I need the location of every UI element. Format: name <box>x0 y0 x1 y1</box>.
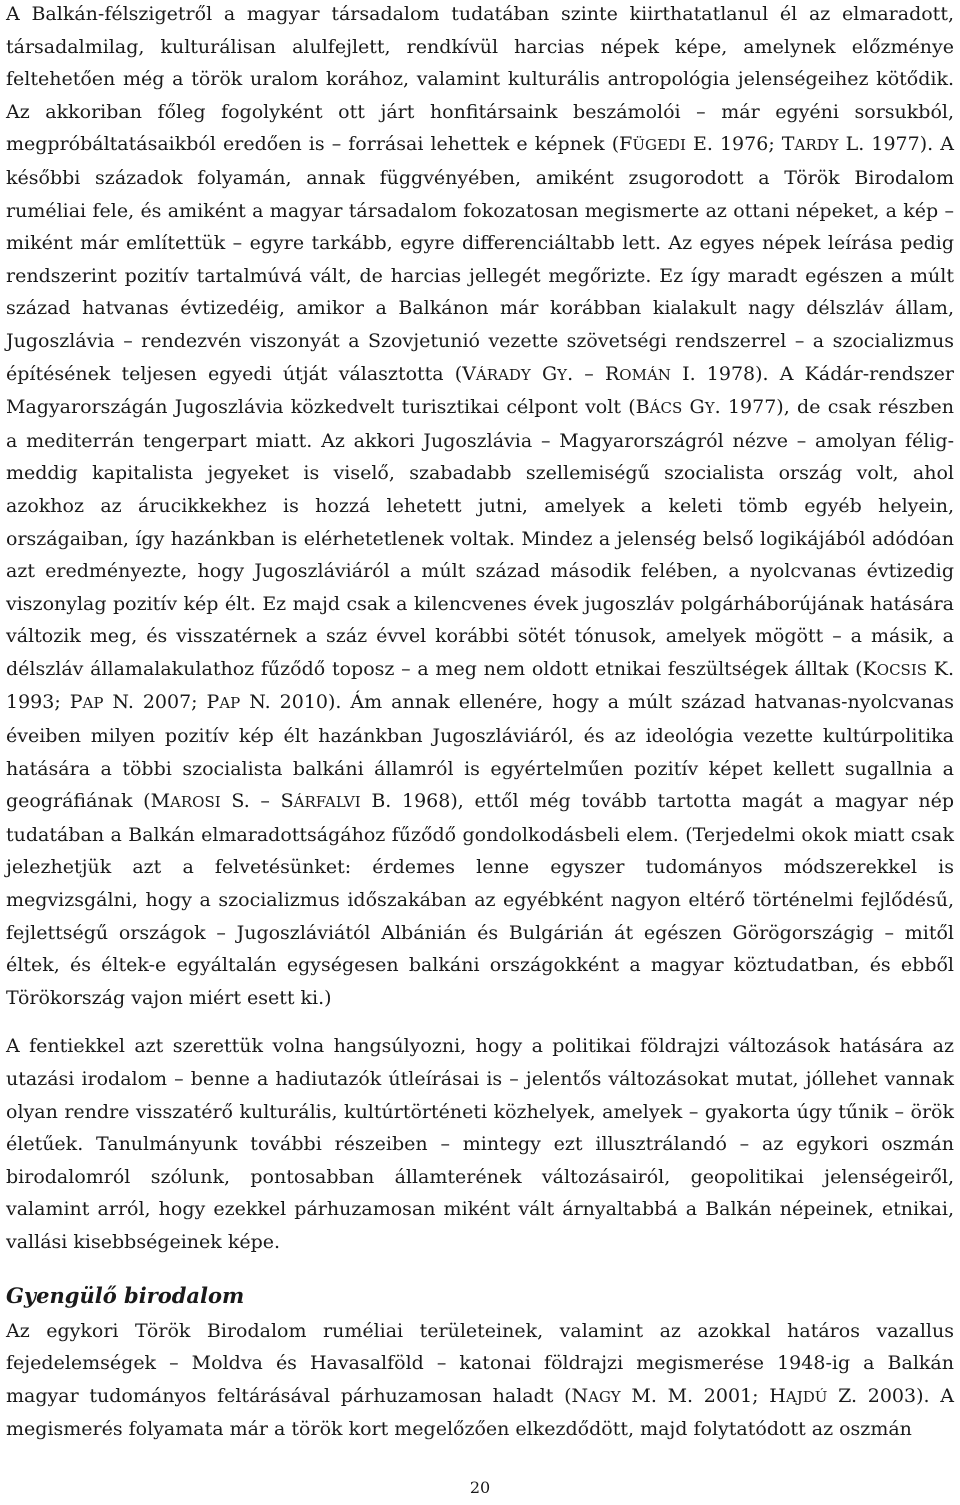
text-run: . – R <box>567 362 620 385</box>
text-run: . 1977), de csak részben a mediterrán tengerpart miatt. Az akkori Jugoszlávia – Magyarországról nézve – amolyan félig-meddig kapitalista jegyeket is viselő, szabadabb szellemiségű szocialista ország volt, ahol azokhoz az árucikkekhez is hozzá lehetett jutni, amelyek a keleti tömb egyéb helyein, országaiban, így hazánkban is elérhetetlenek voltak. Mindez a jelenség belső logikájából adódóan azt eredményezte, hogy Jugoszláviáról a múlt század második felében, a nyolcvanas évtizedig viszonylag pozitív kép élt. Ez majd csak a kilencvenes évek jugoszláv polgárháborújának hatására változik meg, és visszatérnek a száz évvel korábbi sötét tónusok, amelyek mögött – a másik, a délszláv államalakulathoz fűződő toposz – a meg nem oldott etnikai feszültségek álltak (K <box>6 396 955 680</box>
small-caps-run: Y <box>704 399 715 418</box>
text-run: L. 1977). A későbbi századok folyamán, annak függvényében, amiként zsugorodott a Török Birodalom ruméliai fele, és amiként a magyar társadalom fokozatosan megismerte az ottani népeket, a kép – miként már említettük – egyre tarkább, egyre differenciáltabb lett. Az egyes népek leírása pedig rendszerint pozitív tartalmúvá vált, de harcias jellegét megőrizte. Ez így maradt egészen a múlt század hatvanas évtizedéig, amikor a Balkánon már korábban kialakult nagy délszláv állam, Jugoszlávia – rendezvén viszonyát a Szovjetunió vezette szövetségi rendszerrel – a szocializmus építésének teljesen egyedi útját választotta (V <box>6 133 954 385</box>
text-run: E. 1976; T <box>685 133 795 156</box>
text-run: I. 1978). A Kádár-rendszer Magyarországán Jugoszlávia közkedvelt turisztikai célpont volt (B <box>6 362 954 419</box>
text-run: S. – S <box>220 790 294 813</box>
section-heading: Gyengülő birodalom <box>6 1282 245 1308</box>
page-number: 20 <box>469 1478 491 1497</box>
small-caps-run: ÜGEDI <box>632 136 686 155</box>
small-caps-run: ÁRADY <box>475 365 531 384</box>
paragraph-3 <box>6 1315 954 1446</box>
small-caps-run: AP <box>82 694 104 713</box>
text-run: A Balkán-félszigetről a magyar társadalom tudatában szinte kiirthatatlanul él az elmaradott, társadalmilag, kulturálisan alulfejlett, rendkívül harcias népek képe, amelynek előzménye feltehetően még a török uralom korához, valamint kulturális antropológia jelenségeihez kötődik. Az akkoriban főleg fogolyként ott járt honfitársaink beszámolói – már egyéni sorsukból, megpróbáltatásaikból eredően is – forrásai lehettek e képnek (F <box>6 3 954 156</box>
text-run: G <box>530 362 558 385</box>
text-run: Z. 2003). A megismerés folyamata már a török kort megelőzően elkezdődött, majd folytatódott az oszmán <box>6 1384 954 1441</box>
text-run: Az egykori Török Birodalom ruméliai területeinek, valamint az azokkal határos vazallus fejedelemségek – Moldva és Havasalföld – katonai földrajzi megismerése 1948-ig a Balkán magyar tudományos feltárásával párhuzamosan haladt (N <box>6 1319 954 1407</box>
small-caps-run: OCSIS <box>876 660 928 679</box>
text-run: M. M. 2001; H <box>620 1384 786 1407</box>
page-body <box>6 0 954 1446</box>
small-caps-run: OMÁN <box>619 365 671 384</box>
text-run: N. 2010). Ám annak ellenére, hogy a múlt század hatvanas-nyolcvanas éveiben milyen pozitív kép élt hazánkban Jugoszláviáról, és az ideológia vezette kultúrpolitika hatására a többi szocialista balkáni államról is egyértelműen pozitív képet kellett sugallnia a geográfiának (M <box>6 691 954 813</box>
small-caps-run: ÁRFALVI <box>293 793 361 812</box>
small-caps-run: AJDÚ <box>785 1387 828 1406</box>
paragraph-1 <box>6 0 954 1014</box>
text-run: B. 1968), ettől még tovább tartotta magát a magyar nép tudatában a Balkán elmaradottságához fűződő gondolkodásbeli elem. (Terjedelmi okok miatt csak jelezhetjük azt a felvetésünket: érdemes lenne egyszer tudományos módszerekkel is megvizsgálni, hogy a szocializmus időszakában az egyébként nagyon eltérő történelmi fejlődésű, fejlettségű országok – Jugoszláviától Albánián és Bulgárián át egészen Görögországig – mitől éltek, és éltek-e egyáltalán egységesen balkáni országokként a magyar köztudatban, és ebből Törökország vajon miért esett ki.) <box>6 790 954 1009</box>
paragraph-2 <box>6 1030 954 1258</box>
small-caps-run: ÁCS <box>649 399 683 418</box>
small-caps-run: AGY <box>588 1387 621 1406</box>
small-caps-run: Y <box>557 365 568 384</box>
text-run: G <box>682 396 705 419</box>
small-caps-run: AROSI <box>170 793 221 812</box>
text-run: A fentiekkel azt szerettük volna hangsúlyozni, hogy a politikai földrajzi változások hatására az utazási irodalom – benne a hadiutazók útleírásai is – jelentős változásokat mutat, jóllehet vannak olyan rendre visszatérő kulturális, kultúrtörténeti közhelyek, amelyek – gyakorta úgy tűnik – örök életűek. Tanulmányunk további részeiben – mintegy ezt illusztrálandó – az egykori oszmán birodalomról szólunk, pontosabban államterének változásairól, geopolitikai jelenségeiről, valamint arról, hogy ezekkel párhuzamosan miként vált árnyaltabbá a Balkán népeinek, etnikai, vallási kisebbségeinek képe. <box>6 1035 954 1253</box>
small-caps-run: ARDY <box>794 136 839 155</box>
text-run: N. 2007; P <box>103 691 220 714</box>
small-caps-run: AP <box>219 694 241 713</box>
text-run: K. 1993; P <box>6 657 955 714</box>
